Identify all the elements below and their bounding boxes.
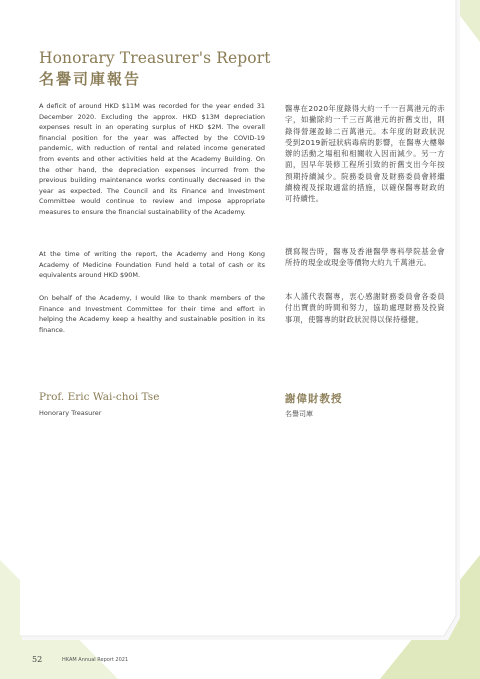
- paragraph-zh-1: 醫專在2020年度錄得大約一千一百萬港元的赤字，如撇除約一千三百萬港元的折舊支出，則錄得營運盈餘二百萬港元。本年度的財政狀況受到2019新冠狀病毒病的影響，在醫專大樓舉辦的活動之場租和相關收入因而減少。另一方面，因早年裝修工程所引致的折舊支出今年按預期持續減少。院務委員會及財務委員會將繼續檢視及採取適當的措施，以確保醫專財政的可持續性。: [285, 104, 445, 204]
- paragraph-en-2: At the time of writing the report, the Academy and Hong Kong Academy of Medicine Foundation Fund held a total of cash or its equivalents around HKD $90M.: [39, 250, 265, 280]
- signatory-role-en: Honorary Treasurer: [39, 409, 102, 417]
- paragraph-zh-3: 本人謹代表醫專，衷心感謝財務委員會各委員付出寶貴的時間和努力，協助處理財務及投資事項，使醫專的財政狀況得以保持穩健。: [285, 292, 445, 324]
- signatory-name-zh: 謝偉財教授: [285, 393, 343, 405]
- page-number: 52: [32, 655, 43, 664]
- paragraph-zh-2: 撰寫報告時，醫專及香港醫學專科學院基金會所持的現金或現金等價物大約九千萬港元。: [285, 247, 445, 268]
- page-title-zh: 名譽司庫報告: [39, 70, 142, 88]
- page-title-en: Honorary Treasurer's Report: [39, 49, 271, 67]
- signatory-name-en: Prof. Eric Wai-choi Tse: [39, 391, 160, 403]
- signatory-role-zh: 名譽司庫: [285, 410, 313, 418]
- paragraph-en-3: On behalf of the Academy, I would like to thank members of the Finance and Investment Committee for their time and effort in helping the Academy keep a healthy and sustainable position in its finance.: [39, 294, 265, 334]
- footer-report-name: HKAM Annual Report 2021: [62, 657, 129, 663]
- paragraph-en-1: A deficit of around HKD $11M was recorded for the year ended 31 December 2020. Excluding the approx. HKD $13M depreciation expenses result in an operating surplus of HKD $2M. The overall financial position for the year was affected by the COVID-19 pandemic, with reduction of rental and related income generated from events and other activities held at the Academy Building. On the other hand, the depreciation expenses incurred from the previous building maintenance works continually decreased in the year as expected. The Council and its Finance and Investment Committee would continue to review and impose appropriate measures to ensure the financial sustainability of the Academy.: [39, 102, 265, 216]
